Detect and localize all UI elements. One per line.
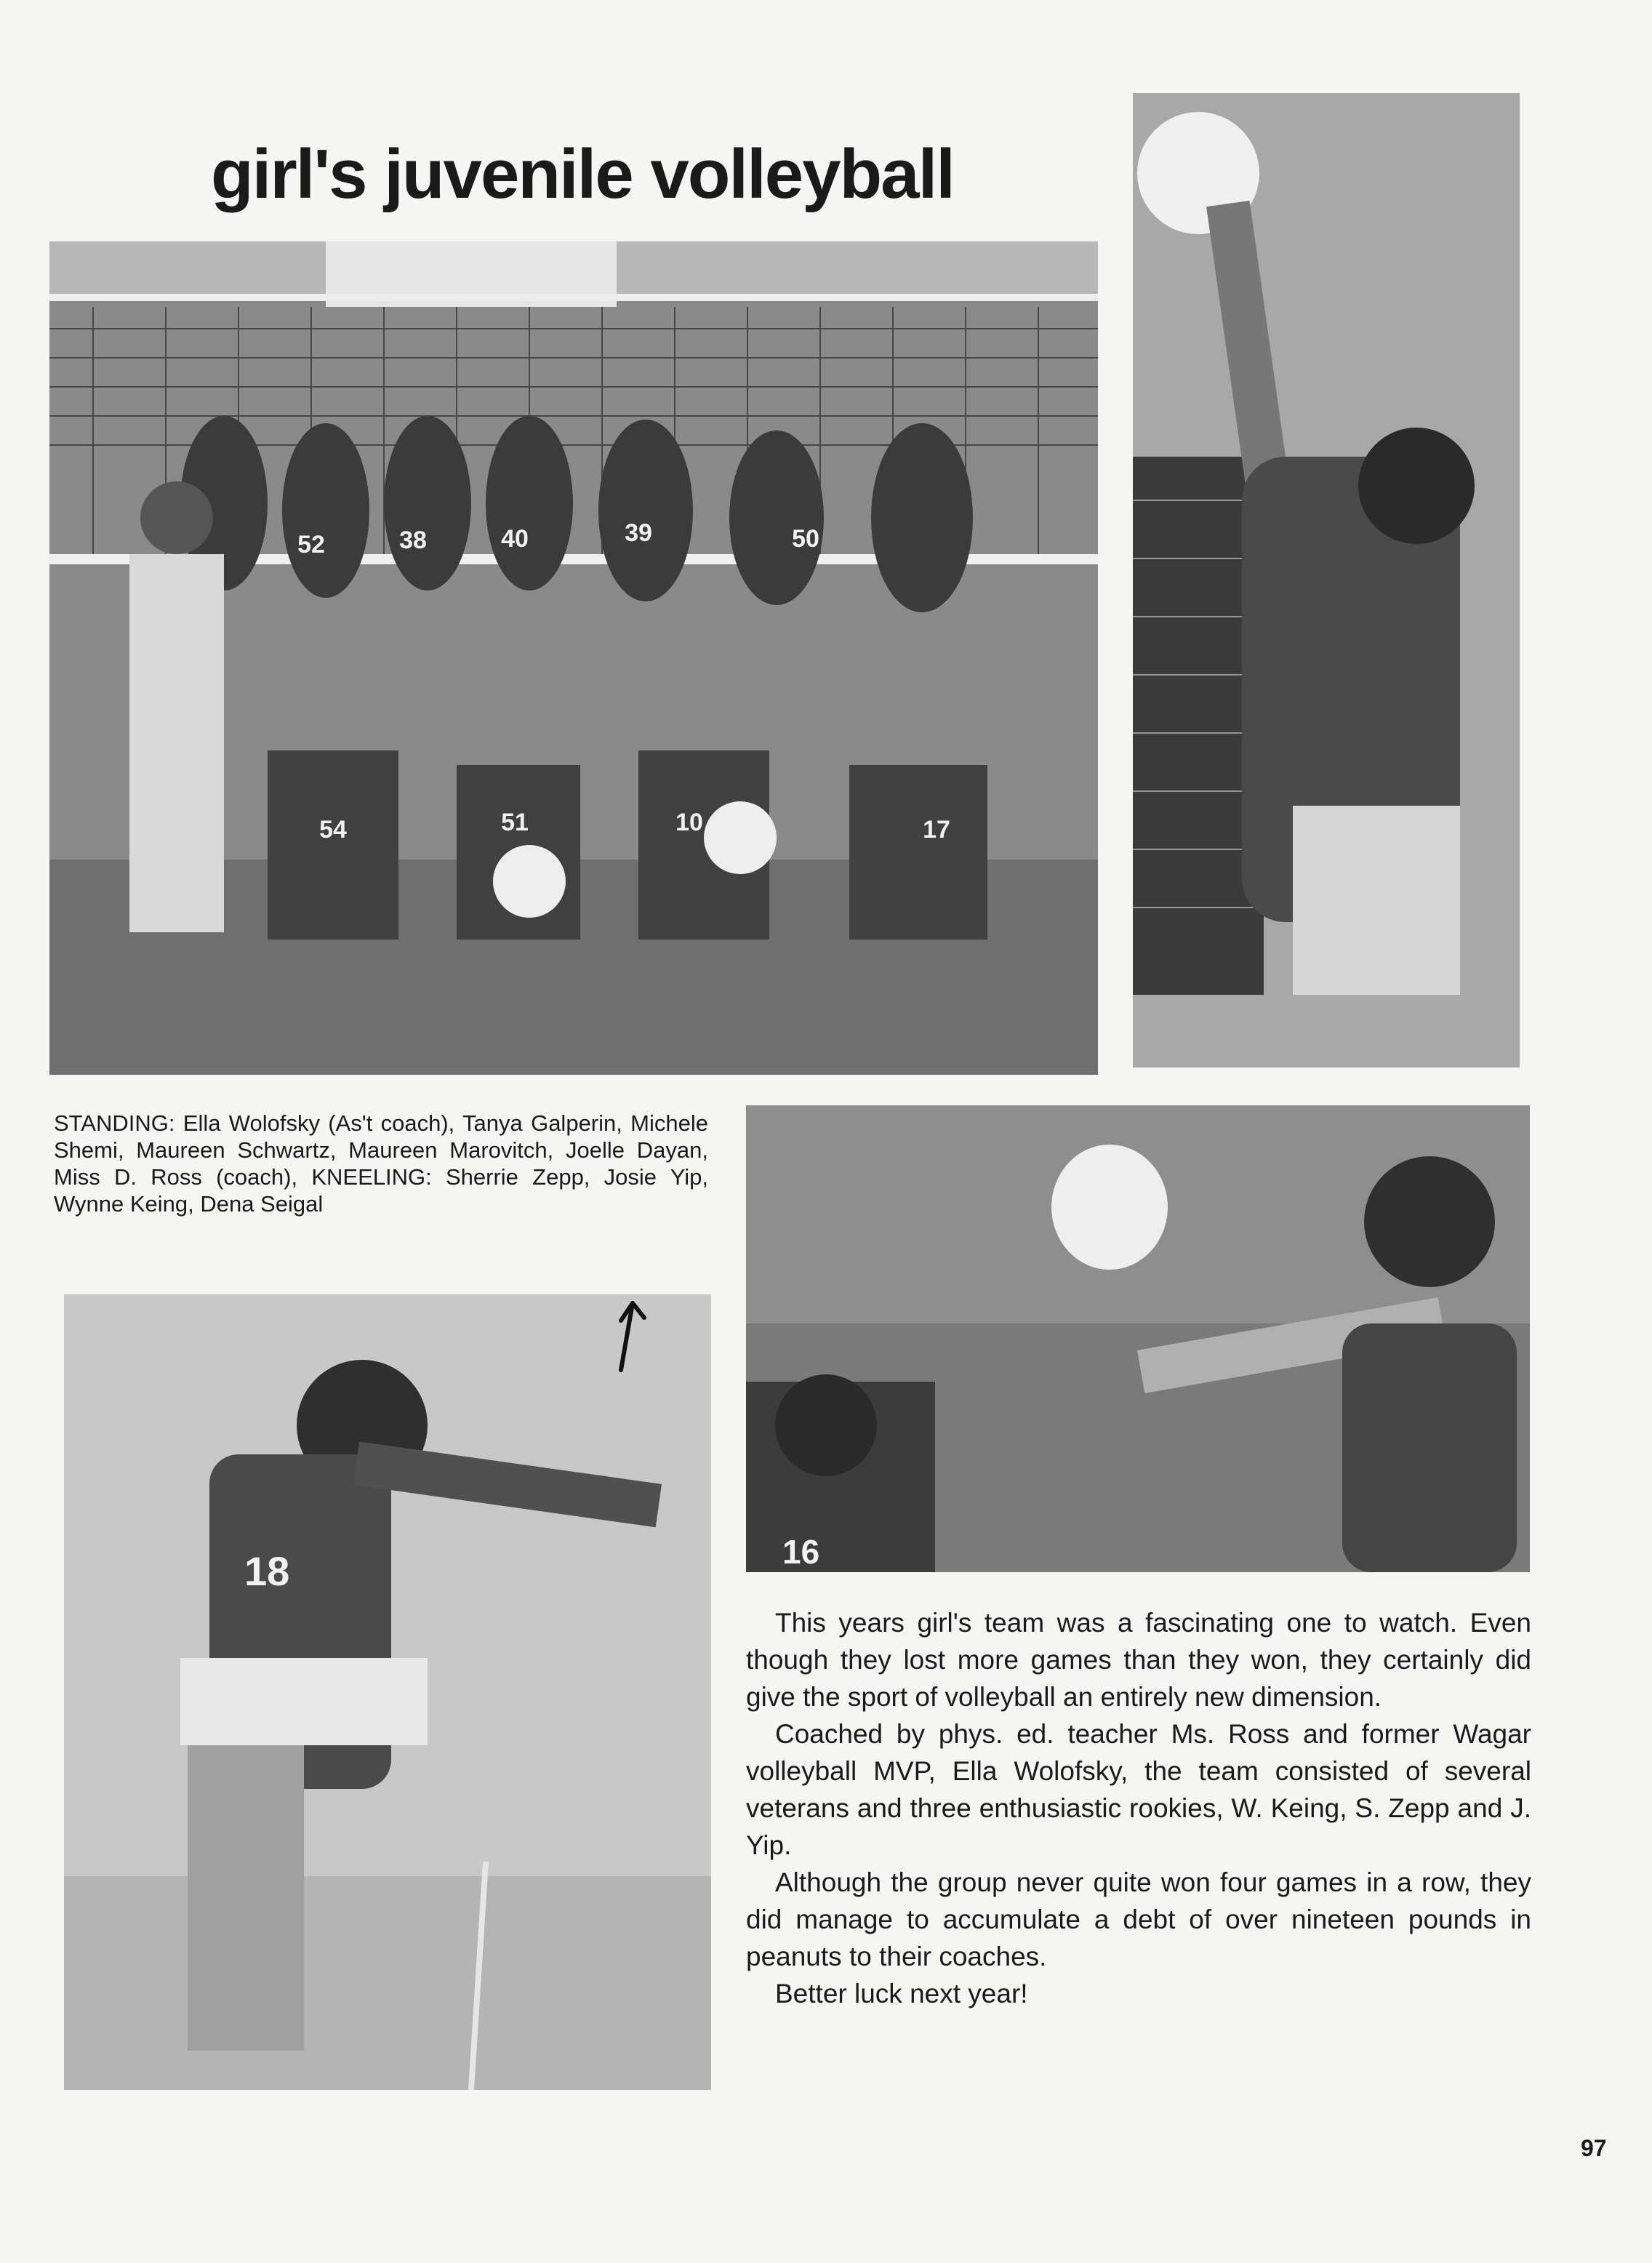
pass-photo (64, 1294, 711, 2090)
article-paragraph: This years girl's team was a fascinating one to watch. Even though they lost more games than they won, they certainly did give the sport of volleyball an entirely new dimension. (746, 1608, 1531, 1712)
article-body (746, 1604, 1531, 2012)
jersey-number: 17 (923, 816, 950, 844)
jersey-number: 39 (625, 519, 652, 547)
bump-photo (746, 1105, 1530, 1572)
jersey-number: 52 (297, 531, 325, 558)
team-photo (49, 241, 1098, 1075)
article-paragraph: Better luck next year! (775, 1979, 1028, 2008)
article-paragraph: Although the group never quite won four games in a row, they did manage to accumulate a debt of over nineteen pounds in peanuts to their coaches. (746, 1867, 1531, 1971)
spike-photo (1133, 93, 1520, 1068)
jersey-number: 51 (501, 809, 529, 836)
team-photo-caption: STANDING: Ella Wolofsky (As't coach), Tanya Galperin, Michele Shemi, Maureen Schwartz, Maureen Marovitch, Joelle Dayan, Miss D. Ross (coach), KNEELING: Sherrie Zepp, Josie Yip, Wynne Keing, Dena Seigal (54, 1110, 708, 1217)
jersey-number: 16 (782, 1533, 820, 1571)
jersey-number: 38 (399, 526, 427, 554)
page-title: girl's juvenile volleyball (211, 135, 954, 213)
jersey-number: 54 (319, 816, 347, 844)
article-paragraph: Coached by phys. ed. teacher Ms. Ross and former Wagar volleyball MVP, Ella Wolofsky, the team consisted of several veterans and three enthusiastic rookies, W. Keing, S. Zepp and J. Yip. (746, 1719, 1531, 1860)
jersey-number: 10 (675, 809, 703, 836)
jersey-number: 40 (501, 525, 529, 553)
jersey-number: 18 (244, 1548, 290, 1594)
jersey-number: 50 (792, 525, 819, 553)
handwritten-arrow-icon (611, 1289, 654, 1376)
page-number: 97 (1581, 2135, 1607, 2161)
